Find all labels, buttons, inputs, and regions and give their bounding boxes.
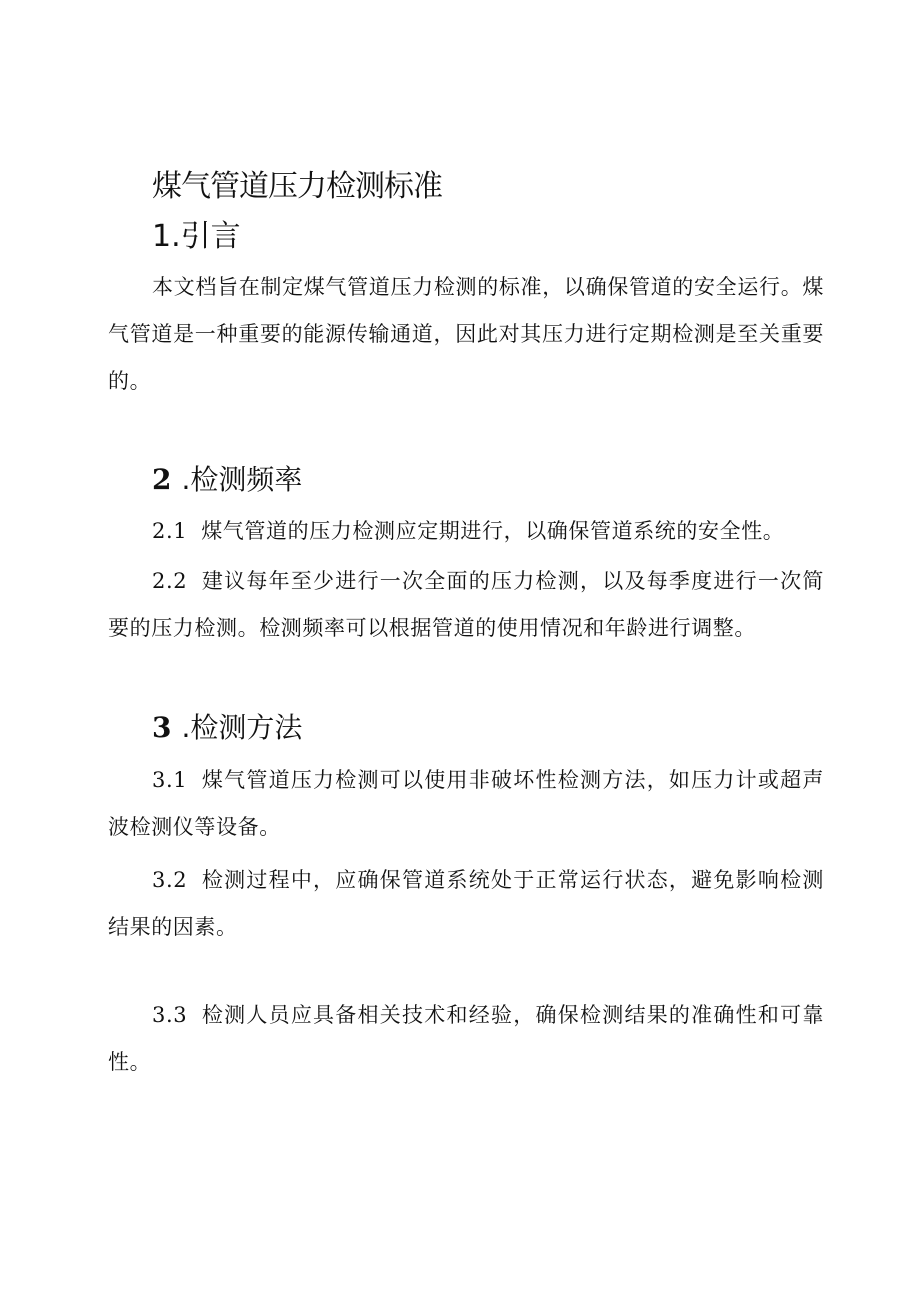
section-2-number: 2 bbox=[152, 463, 172, 496]
paragraph-number: 2.1 bbox=[152, 519, 188, 543]
section-1-heading: 1.引言 bbox=[152, 219, 241, 254]
paragraph-text: 煤气管道的压力检测应定期进行，以确保管道系统的安全性。 bbox=[201, 519, 785, 543]
paragraph-2-1 bbox=[108, 508, 824, 555]
paragraph-number: 3.3 bbox=[152, 1003, 188, 1027]
paragraph-number: 3.1 bbox=[152, 768, 188, 792]
paragraph-text: 检测人员应具备相关技术和经验，确保检测结果的准确性和可靠性。 bbox=[108, 1003, 824, 1074]
document-title: 煤气管道压力检测标准 bbox=[152, 169, 442, 204]
paragraph-text: 建议每年至少进行一次全面的压力检测，以及每季度进行一次简要的压力检测。检测频率可以根据管道的使用情况和年龄进行调整。 bbox=[108, 569, 824, 640]
paragraph-3-3 bbox=[108, 992, 824, 1086]
section-3-title: .检测方法 bbox=[181, 711, 303, 744]
paragraph-number: 3.2 bbox=[152, 868, 188, 892]
paragraph-3-1 bbox=[108, 757, 824, 851]
paragraph-3-2 bbox=[108, 857, 824, 951]
paragraph-text: 检测过程中，应确保管道系统处于正常运行状态，避免影响检测结果的因素。 bbox=[108, 868, 824, 939]
section-3-heading bbox=[152, 708, 302, 748]
paragraph-text: 煤气管道压力检测可以使用非破坏性检测方法，如压力计或超声波检测仪等设备。 bbox=[108, 768, 824, 839]
section-2-title: .检测频率 bbox=[181, 463, 303, 496]
section-3-number: 3 bbox=[152, 711, 172, 744]
paragraph-number: 2.2 bbox=[152, 569, 188, 593]
section-1-paragraph: 本文档旨在制定煤气管道压力检测的标准，以确保管道的安全运行。煤气管道是一种重要的能源传输通道，因此对其压力进行定期检测是至关重要的。 bbox=[108, 275, 824, 393]
section-2-heading bbox=[152, 460, 302, 500]
paragraph-2-2 bbox=[108, 558, 824, 652]
